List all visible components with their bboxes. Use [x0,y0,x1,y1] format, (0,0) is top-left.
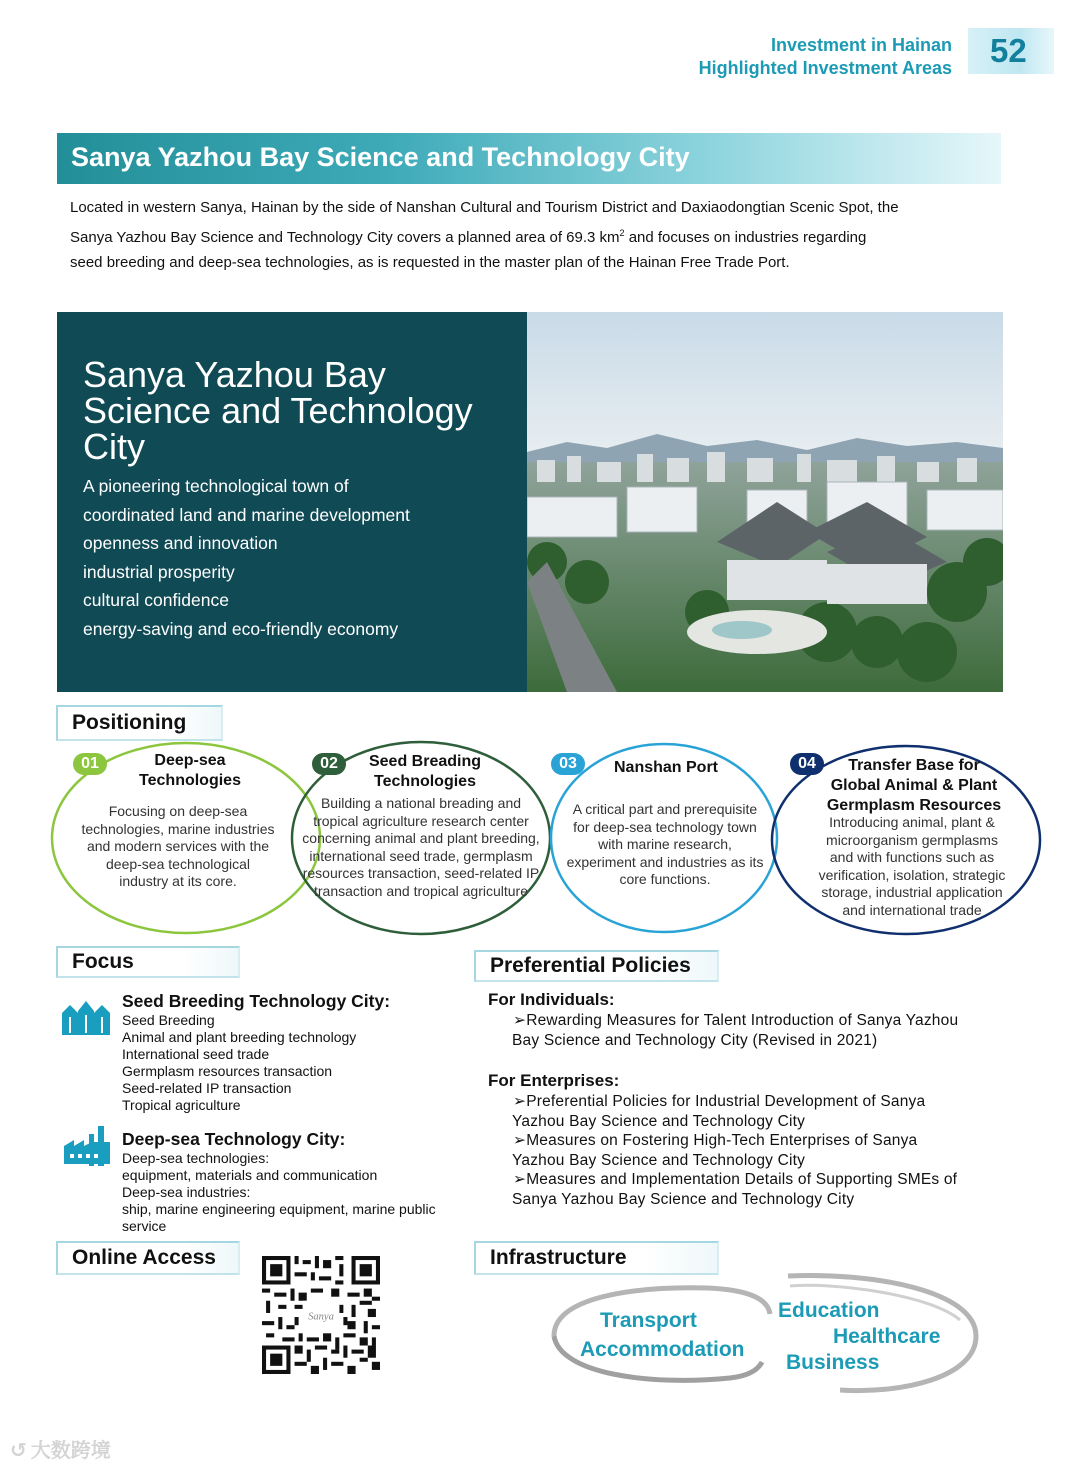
hero-tagline: openness and innovation [83,533,278,553]
qr-center-logo: Sanya [308,1311,334,1323]
title-line: Seed Breading [368,753,482,770]
watermark-logo-icon: ↺ [10,1440,27,1462]
body-line: technologies, marine industries [81,820,275,837]
policy-item-enterprise [512,1131,992,1171]
positioning-title-02 [345,752,505,792]
hero-tagline: industrial prosperity [83,561,235,582]
policy-line: Preferential Policies for Industrial Development of Sanya [526,1093,926,1110]
list-item: Seed Breeding [122,1012,215,1028]
hero-title-line-1: Sanya Yazhou Bay [83,354,386,395]
infra-business: Business [786,1351,880,1374]
page-number-box [968,28,1054,74]
factory-icon [62,1124,112,1166]
body-line: transaction and tropical agriculture [313,882,528,899]
arrow-bullet-icon: ➢ [513,1012,527,1029]
body-line: industry at its core. [119,873,237,889]
body-line: and modern services with the [86,838,270,854]
header-line-1: Investment in Hainan [770,35,952,55]
title-bar [57,133,1001,184]
list-item: ship, marine engineering equipment, marine public [122,1201,436,1217]
intro-line-3: seed breeding and deep-sea technologies, as is requested in the master plan of the Hainan Free Trade Port. [70,254,790,271]
watermark [10,1434,111,1463]
positioning-body-04 [806,814,1018,919]
badge-03: 03 [551,753,585,775]
page-number: 52 [990,32,1027,69]
body-line: microorganism germplasms [826,831,998,848]
body-line: resources transaction, seed-related IP [302,865,540,881]
aerial-city-photo [527,312,1003,692]
body-line: Introducing animal, plant & [829,814,995,830]
body-line: with marine research, [598,836,732,852]
policy-line: Yazhou Bay Science and Technology City [512,1152,806,1169]
positioning-body-02 [294,795,548,900]
deep-sea-city-list [122,1150,436,1235]
qr-code[interactable] [262,1256,380,1374]
individuals-heading: For Individuals: [488,990,615,1009]
body-line: verification, isolation, strategic [818,866,1006,883]
infra-education: Education [778,1299,880,1322]
arrow-bullet-icon: ➢ [513,1132,527,1149]
intro-line-2-end: and focuses on industries regarding [624,228,867,246]
policy-item-enterprise [512,1170,992,1210]
policy-line: Measures on Fostering High-Tech Enterprises of Sanya [526,1132,918,1149]
policy-line: Yazhou Bay Science and Technology City [512,1113,806,1130]
title-line: Technologies [139,772,241,789]
seed-lab-icon [60,999,112,1037]
body-line: and with functions such as [829,849,995,865]
title-line: Transfer Base for [848,757,980,774]
positioning-body-03 [558,801,772,889]
title-line: Nanshan Port [613,759,718,776]
list-item: International seed trade [122,1046,270,1062]
header-line-2: Highlighted Investment Areas [698,58,952,78]
positioning-title-01 [110,751,270,791]
body-line: and international trade [842,901,982,918]
body-line: for deep-sea technology town [573,818,757,835]
body-line: core functions. [619,871,711,887]
title-line: Deep-sea [154,752,226,769]
hero-title-line-3: City [83,426,145,467]
positioning-title-03 [586,758,746,778]
body-line: tropical agriculture research center [313,812,529,829]
list-item: service [122,1218,167,1234]
policies-section-label [474,950,719,982]
body-line: international seed trade, germplasm [309,847,533,864]
hero-title-line-2: Science and Technology [83,390,473,431]
list-item: Deep-sea industries: [122,1184,251,1200]
list-item: Animal and plant breeding technology [122,1029,357,1045]
infra-healthcare: Healthcare [833,1325,941,1348]
header-text [699,34,952,80]
list-item: Tropical agriculture [122,1097,241,1113]
watermark-text: 大数跨境 [30,1440,111,1462]
hero-title [83,354,513,467]
infrastructure-label: Infrastructure [490,1246,627,1269]
body-line: Building a national breading and [320,795,522,811]
online-access-section-label [56,1241,240,1275]
body-line: Focusing on deep-sea [108,803,248,819]
policies-label: Preferential Policies [490,954,691,977]
policy-line: Measures and Implementation Details of Supporting SMEs of [526,1171,958,1188]
infra-transport: Transport [600,1309,697,1332]
intro-line-1: Located in western Sanya, Hainan by the side of Nanshan Cultural and Tourism District and Daxiaodongtian Scenic Spot, the [70,199,899,216]
intro-line-2-text: Sanya Yazhou Bay Science and Technology City covers a planned area of 69.3 km [70,228,620,246]
enterprises-heading: For Enterprises: [488,1071,620,1090]
body-line: A critical part and prerequisite [572,801,758,817]
body-line: deep-sea technological [106,855,250,872]
hero-tagline: A pioneering technological town of [83,476,349,496]
policy-line: Sanya Yazhou Bay Science and Technology City [512,1191,855,1208]
badge-01: 01 [73,753,107,775]
seed-city-heading: Seed Breeding Technology City: [122,991,391,1011]
list-item: Germplasm resources transaction [122,1063,333,1079]
list-item: Deep-sea technologies: [122,1150,270,1166]
arrow-bullet-icon: ➢ [513,1171,527,1188]
deep-sea-city-heading: Deep-sea Technology City: [122,1129,346,1149]
page-title: Sanya Yazhou Bay Science and Technology City [71,142,690,172]
body-line: storage, industrial application [821,884,1003,900]
hero-tagline-list [83,472,410,643]
title-line: Germplasm Resources [826,797,1002,814]
badge-04: 04 [790,753,824,775]
list-item: equipment, materials and communication [122,1167,378,1183]
policy-line: Bay Science and Technology City (Revised in 2021) [512,1032,878,1049]
superscript: 2 [619,227,625,238]
badge-02: 02 [312,753,346,775]
intro-paragraph [70,195,990,276]
arrow-bullet-icon: ➢ [513,1093,527,1110]
body-line: experiment and industries as its [566,853,764,870]
infra-accommodation: Accommodation [580,1338,745,1361]
focus-section-label [56,946,240,978]
hero-tagline: cultural confidence [83,590,229,610]
list-item: Seed-related IP transaction [122,1080,292,1096]
title-line: Technologies [374,773,476,790]
intro-line-2 [70,221,990,251]
policy-item-individual [512,1011,992,1051]
positioning-title-04 [816,756,1012,816]
positioning-body-01 [68,803,288,891]
positioning-label: Positioning [72,711,187,734]
focus-label: Focus [72,950,134,973]
hero-panel [57,312,527,692]
title-line: Global Animal & Plant [830,777,998,794]
online-access-label: Online Access [72,1246,216,1269]
body-line: concerning animal and plant breeding, [302,830,540,846]
aerial-city-illustration [527,312,1003,692]
seed-city-list [122,1012,356,1114]
hero-tagline: coordinated land and marine development [83,504,410,525]
policy-item-enterprise [512,1092,992,1132]
positioning-section-label [56,705,223,741]
policy-line: Rewarding Measures for Talent Introduction of Sanya Yazhou [526,1012,959,1029]
hero-tagline: energy-saving and eco-friendly economy [83,618,399,639]
